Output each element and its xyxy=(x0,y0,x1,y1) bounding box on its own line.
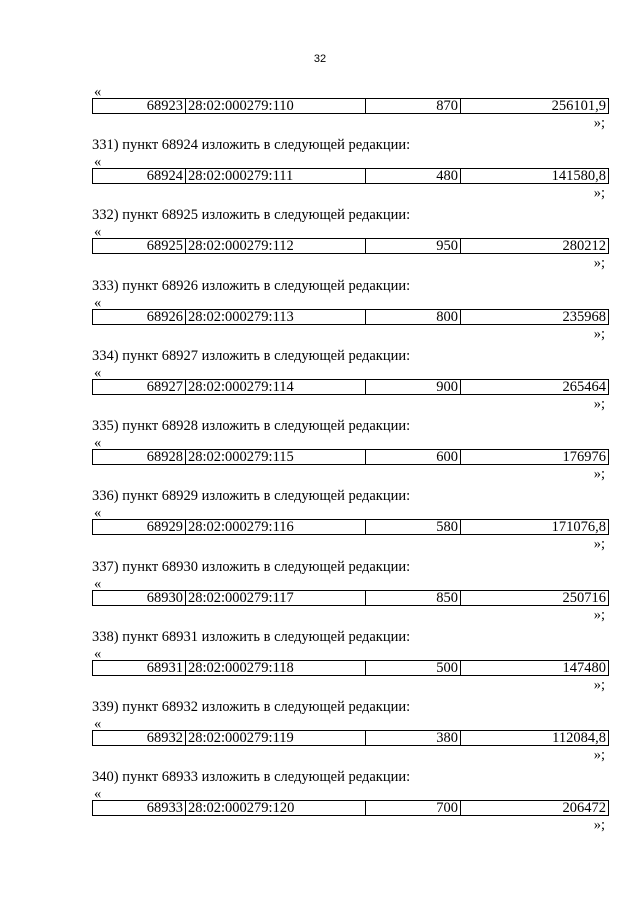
area-cell: 900 xyxy=(366,379,461,394)
value-cell: 235968 xyxy=(461,309,609,324)
cadastral-number-cell: 28:02:000279:113 xyxy=(186,309,366,324)
amendment-block xyxy=(92,626,609,696)
amendment-heading: 332) пункт 68925 изложить в следующей редакции: xyxy=(92,207,411,224)
value-cell: 256101,9 xyxy=(461,99,609,114)
area-cell: 950 xyxy=(366,239,461,254)
amendment-heading: 338) пункт 68931 изложить в следующей редакции: xyxy=(92,628,411,645)
cadastral-number-cell: 28:02:000279:119 xyxy=(186,731,366,746)
closing-quote: »; xyxy=(593,325,605,342)
area-cell: 380 xyxy=(366,731,461,746)
table-row xyxy=(92,309,609,325)
table-row xyxy=(92,730,609,746)
cadastral-number-cell: 28:02:000279:111 xyxy=(186,169,366,184)
amendment-block xyxy=(92,556,609,626)
item-number-cell: 68926 xyxy=(93,309,186,324)
opening-quote: « xyxy=(94,224,102,241)
amendment-heading: 337) пункт 68930 изложить в следующей редакции: xyxy=(92,558,411,575)
amendment-block xyxy=(92,275,609,345)
closing-quote: »; xyxy=(593,185,605,201)
amendment-block-first xyxy=(92,82,609,134)
opening-quote: « xyxy=(94,84,102,100)
amendment-heading: 334) пункт 68927 изложить в следующей редакции: xyxy=(92,347,411,364)
value-cell: 250716 xyxy=(461,590,609,605)
cadastral-number-cell: 28:02:000279:118 xyxy=(186,660,366,675)
opening-quote: « xyxy=(94,645,102,662)
value-cell: 147480 xyxy=(461,660,609,675)
area-cell: 480 xyxy=(366,169,461,184)
amendment-heading: 339) пункт 68932 изложить в следующей редакции: xyxy=(92,699,411,715)
value-cell: 141580,8 xyxy=(461,169,609,184)
area-cell: 600 xyxy=(366,450,461,465)
opening-quote: « xyxy=(94,364,102,381)
table-row xyxy=(92,519,609,535)
cadastral-number-cell: 28:02:000279:110 xyxy=(186,99,366,114)
closing-quote: »; xyxy=(593,115,605,131)
closing-quote: »; xyxy=(593,817,605,834)
value-cell: 176976 xyxy=(461,450,609,465)
item-number-cell: 68924 xyxy=(93,169,186,184)
area-cell: 850 xyxy=(366,590,461,605)
closing-quote: »; xyxy=(593,536,605,553)
closing-quote: »; xyxy=(593,606,605,623)
closing-quote: »; xyxy=(593,747,605,763)
item-number-cell: 68927 xyxy=(93,379,186,394)
item-number-cell: 68932 xyxy=(93,731,186,746)
value-cell: 280212 xyxy=(461,239,609,254)
cadastral-number-cell: 28:02:000279:117 xyxy=(186,590,366,605)
opening-quote: « xyxy=(94,435,102,451)
item-number-cell: 68931 xyxy=(93,660,186,675)
cadastral-number-cell: 28:02:000279:120 xyxy=(186,801,366,816)
amendment-heading: 335) пункт 68928 изложить в следующей редакции: xyxy=(92,418,411,434)
amendment-block xyxy=(92,134,609,204)
item-number-cell: 68928 xyxy=(93,450,186,465)
area-cell: 700 xyxy=(366,801,461,816)
area-cell: 870 xyxy=(366,99,461,114)
amendment-heading: 331) пункт 68924 изложить в следующей редакции: xyxy=(92,137,411,153)
closing-quote: »; xyxy=(593,255,605,272)
amendment-block xyxy=(92,345,609,415)
amendment-block xyxy=(92,415,609,485)
document-body xyxy=(92,82,609,837)
table-row xyxy=(92,449,609,465)
table-row xyxy=(92,800,609,816)
opening-quote: « xyxy=(94,505,102,522)
cadastral-number-cell: 28:02:000279:115 xyxy=(186,450,366,465)
table-row xyxy=(92,590,609,606)
value-cell: 112084,8 xyxy=(461,731,609,746)
area-cell: 500 xyxy=(366,660,461,675)
item-number-cell: 68933 xyxy=(93,801,186,816)
opening-quote: « xyxy=(94,294,102,311)
amendment-block xyxy=(92,766,609,836)
table-row xyxy=(92,238,609,254)
value-cell: 206472 xyxy=(461,801,609,816)
opening-quote: « xyxy=(94,575,102,592)
table-row xyxy=(92,379,609,395)
value-cell: 265464 xyxy=(461,379,609,394)
table-row xyxy=(92,98,609,114)
item-number-cell: 68930 xyxy=(93,590,186,605)
item-number-cell: 68929 xyxy=(93,520,186,535)
amendment-block xyxy=(92,485,609,555)
area-cell: 800 xyxy=(366,309,461,324)
item-number-cell: 68925 xyxy=(93,239,186,254)
page-number: 32 xyxy=(313,53,327,65)
closing-quote: »; xyxy=(593,676,605,693)
cadastral-number-cell: 28:02:000279:114 xyxy=(186,379,366,394)
closing-quote: »; xyxy=(593,466,605,482)
value-cell: 171076,8 xyxy=(461,520,609,535)
area-cell: 580 xyxy=(366,520,461,535)
closing-quote: »; xyxy=(593,395,605,412)
cadastral-number-cell: 28:02:000279:116 xyxy=(186,520,366,535)
opening-quote: « xyxy=(94,154,102,170)
amendment-heading: 336) пункт 68929 изложить в следующей редакции: xyxy=(92,488,411,505)
amendment-heading: 333) пункт 68926 изложить в следующей редакции: xyxy=(92,277,411,294)
amendment-heading: 340) пункт 68933 изложить в следующей редакции: xyxy=(92,769,411,786)
opening-quote: « xyxy=(94,786,102,803)
item-number-cell: 68923 xyxy=(93,99,186,114)
cadastral-number-cell: 28:02:000279:112 xyxy=(186,239,366,254)
table-row xyxy=(92,168,609,184)
opening-quote: « xyxy=(94,716,102,732)
amendment-block xyxy=(92,696,609,766)
amendment-block xyxy=(92,204,609,274)
table-row xyxy=(92,660,609,676)
